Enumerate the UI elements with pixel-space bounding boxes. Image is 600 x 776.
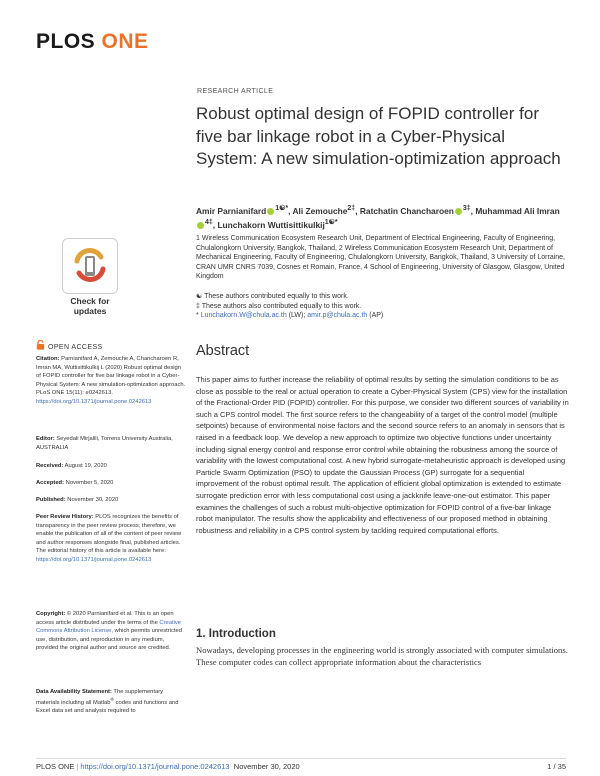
peer-review-text: PLOS recognizes the benefits of transparency in the peer review process; therefore, we enable the publication of all of the content of peer review and author responses alongside final, published articles. The editorial history of this article is available here:: [36, 514, 182, 555]
author-affil: 2‡: [347, 205, 356, 212]
accepted-block: [36, 479, 186, 488]
orcid-icon[interactable]: [197, 222, 204, 229]
logo-one: ONE: [101, 30, 149, 53]
article-type: RESEARCH ARTICLE: [197, 88, 274, 95]
author-name[interactable]: Ali Zemouche: [292, 205, 348, 216]
published-label: Published:: [36, 497, 66, 503]
editor-text: Seyedali Mirjalili, Torrens University Australia, AUSTRALIA: [36, 436, 173, 451]
received-date: August 19, 2020: [63, 463, 107, 469]
email-initials: (AP): [367, 312, 384, 320]
published-date: November 30, 2020: [65, 497, 119, 503]
open-lock-icon: [36, 340, 45, 350]
introduction-text: Nowadays, developing processes in the engineering world is strongly associated with computer simulations. These computer codes can collect appropriate information about the characteristics: [196, 645, 568, 667]
footer-date: November 30, 2020: [233, 762, 300, 771]
journal-logo[interactable]: [36, 30, 149, 54]
corresponding-mark: *: [196, 312, 201, 320]
footer-divider: [36, 758, 566, 759]
check-for-updates-label[interactable]: Check for updates: [70, 296, 110, 316]
footer-journal: PLOS ONE: [36, 762, 75, 771]
equal-contribution-note: ☯ These authors contributed equally to this work.: [196, 293, 349, 300]
author-name[interactable]: Amir Parnianifard: [196, 205, 267, 216]
data-availability-text-end: codes and functions and Excel data set and analysis required to: [36, 699, 179, 715]
open-access: [36, 340, 103, 351]
citation-text: Parnianifard A, Zemouche A, Chancharoen R, Imran MA, Wuttisittikulkij L (2020) Robust optimal design of FOPID controller for five bar linkage robot in a Cyber-Physical System: A new simulation-optimization approach. PLoS ONE 15(11): e0242613.: [36, 356, 186, 397]
copyright-text: © 2020 Parnianifard et al. This is an open access article distributed under the terms of the: [36, 611, 174, 626]
author-affil: 1☯*: [275, 205, 289, 212]
footer-doi-link[interactable]: https://doi.org/10.1371/journal.pone.0242613: [80, 762, 230, 771]
orcid-icon[interactable]: [455, 208, 462, 215]
abstract-text: This paper aims to further increase the reliability of optimal results by setting the simulation conditions to be as close as possible to the real or actual operation to create a Cyber-Physical System (CPS) view for the installation of the Fractional-Order PID (FOPID) controller. For this purpose, we consider two different sources of variability in such a CPS control model. The first source refers to the changeability of a target of the control model (multiple setpoints) because of environmental noise factors and the second source refers to an anomaly in sensors that is raised in a feedback loop. We develop a new approach to optimize two objective functions under uncertainty including signal energy control and response error control while obtaining the robustness among the source of variability with the lowest computational cost. A new hybrid surrogate-metaheuristic approach is developed using Particle Swarm Optimization (PSO) to update the Gaussian Process (GP) surrogate for a sequential improvement of the robust optimal result. The application of efficient global optimization is extended to estimate surrogate prediction error with less computational cost using a jackknife leave-one-out estimator. This paper examines the challenges of such a robust multi-objective optimization for FOPID control of a five-bar linkage robot manipulator. The results show the applicability and effectiveness of our proposed method in obtaining robustness and reliability in a CPS control system by tackling required computational efforts.: [196, 375, 569, 535]
received-block: [36, 462, 186, 471]
editor-label: Editor:: [36, 436, 55, 442]
copyright-block: [36, 610, 186, 653]
author-list: Amir Parnianifard $^{1☯*}$, Ali Zemouche$^{2\ddagger}$, Ratchatin Chancharoen $^{3\ddagger}$, Muhammad Ali Imran$^{4\ddagger}$, Lunchakorn Wuttisittikulkij$^{1☯*}$: [196, 205, 560, 230]
copyright-label: Copyright:: [36, 611, 66, 617]
author-affil: 1☯*: [324, 218, 338, 226]
affiliations: 1 Wireless Communication Ecosystem Research Unit, Department of Electrical Engineering, Faculty of Engineering, Chulalongkorn University, Bangkok, Thailand, 2 Wireless Communication Ecosystem Research Unit, Department of Mechanical Engineering, Faculty of Engineering, Chulalongkorn University, Bangkok, Thailand, 3 University of Lorraine, CRAN UMR CNRS 7039, Cosnes et Romain, France, 4 School of Engineering, University of Glasgow, Glasgow, United Kingdom: [196, 235, 565, 281]
also-contribution-note: ‡ These authors also contributed equally to this work.: [196, 302, 362, 310]
license-link[interactable]: Creative Commons Attribution License: [36, 619, 181, 635]
data-availability-text: The supplementary materials including all Matlab: [36, 689, 164, 706]
received-label: Received:: [36, 463, 64, 469]
data-availability-label: Data Availability Statement:: [36, 689, 112, 695]
peer-review-link[interactable]: https://doi.org/10.1371/journal.pone.0242613: [36, 556, 152, 563]
article-title: Robust optimal design of FOPID controller for five bar linkage robot in a Cyber-Physical System: A new simulation-optimization approach: [196, 104, 561, 168]
introduction-heading: 1. Introduction: [196, 628, 276, 640]
published-block: [36, 496, 186, 505]
author-name[interactable]: Muhammad Ali Imran: [475, 205, 560, 216]
author-notes: [196, 292, 568, 321]
copyright-text-end: , which permits unrestricted use, distribution, and reproduction in any medium, provided the original author and source are credited.: [36, 628, 182, 652]
abstract-heading: Abstract: [196, 343, 250, 359]
accepted-label: Accepted:: [36, 480, 65, 486]
registered-mark: ®: [110, 697, 114, 703]
corresponding-authors: [196, 311, 568, 321]
check-for-updates-icon[interactable]: [62, 238, 118, 294]
email-link[interactable]: amir.p@chula.ac.th: [307, 312, 368, 320]
data-availability-block: [36, 688, 186, 716]
page-footer: PLOS ONE | https://doi.org/10.1371/journal.pone.0242613 November 30, 2020: [36, 762, 300, 771]
accepted-date: November 5, 2020: [64, 480, 114, 486]
open-access-label: OPEN ACCESS: [48, 344, 103, 351]
page-number: 1 / 35: [547, 762, 566, 771]
author-affil: 3‡: [462, 205, 471, 212]
citation-block: [36, 355, 186, 407]
logo-plos: PLOS: [36, 30, 96, 53]
peer-review-label: Peer Review History:: [36, 514, 94, 520]
citation-label: Citation:: [36, 356, 60, 362]
orcid-icon[interactable]: [267, 208, 274, 215]
author-affil: 4‡: [205, 218, 213, 226]
email-initials: (LW);: [286, 312, 306, 320]
author-name[interactable]: Ratchatin Chancharoen: [359, 205, 454, 216]
citation-doi-link[interactable]: https://doi.org/10.1371/journal.pone.0242613: [36, 398, 152, 405]
editor-block: [36, 435, 186, 452]
email-link[interactable]: Lunchakorn.W@chula.ac.th: [200, 312, 287, 320]
peer-review-block: [36, 513, 186, 565]
author-name[interactable]: Lunchakorn Wuttisittikulkij: [217, 219, 325, 230]
